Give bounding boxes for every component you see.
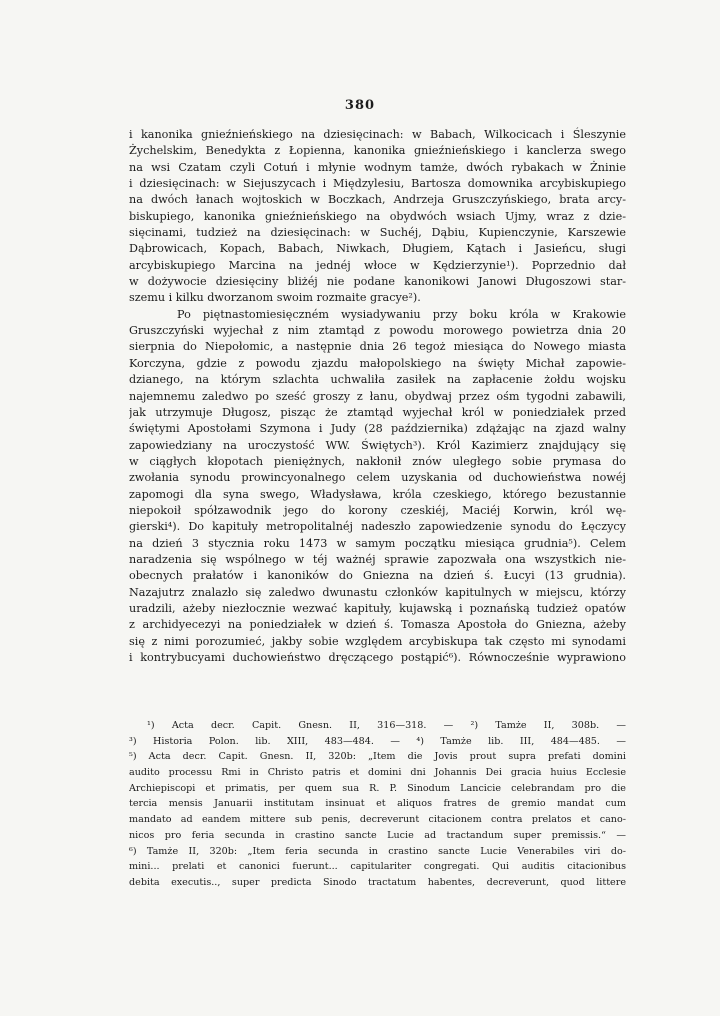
body-line: i kontrybucyami duchowieństwo dręczącego postąpić⁶). Równocześnie wyprawiono — [129, 651, 626, 664]
body-line: na dzień 3 stycznia roku 1473 w samym początku miesiąca grudnia⁵). Celem — [129, 536, 626, 550]
body-line: uradzili, ażeby niezłocznie wezwać kapituły, kujawską i poznańską tudzież opatów — [129, 601, 626, 615]
footnote-line: ³) Historia Polon. lib. XIII, 483—484. — ⁴) Tamże lib. III, 484—485. — — [129, 735, 626, 747]
body-line: arcybiskupiego Marcina na jednéj włoce w Kędzierzynie¹). Poprzednio dał — [129, 258, 626, 272]
body-line: gierski⁴). Do kapituły metropolitalnéj nadeszło zapowiedzenie synodu do Łęczycy — [129, 520, 626, 534]
footnote-line: ⁶) Tamże II, 320b: „Item feria secunda in crastino sancte Lucie Venerabiles viri do- — [129, 845, 626, 857]
footnote-line: mini... prelati et canonici fuerunt... capitulariter congregati. Qui auditis citacionibus — [129, 861, 626, 873]
body-line: sięcinami, tudzież na dziesięcinach: w Suchéj, Dąbiu, Kupienczynie, Karszewie — [129, 226, 626, 240]
body-line: szemu i kilku dworzanom swoim rozmaite gracye²). — [129, 291, 421, 305]
body-line: Dąbrowicach, Kopach, Babach, Niwkach, Długiem, Kątach i Jasieńcu, sługi — [129, 242, 626, 256]
body-line: Korczyna, gdzie z powodu zjazdu małopolskiego na święty Michał zapowie- — [129, 356, 626, 370]
footnotes — [129, 718, 626, 891]
body-line: w dożywocie dziesięciny bliżéj nie podane kanonikowi Janowi Długoszowi star- — [129, 275, 626, 289]
body-line: Nazajutrz znalazło się zaledwo dwunastu członków kapitulnych w miejscu, którzy — [129, 585, 626, 599]
body-line: zapowiedziany na uroczystość WW. Świętych³). Król Kazimierz znajdujący się — [129, 438, 626, 452]
footnote-line: audito processu Rmi in Christo patris et domini dni Johannis Dei gracia huius Ecclesie — [129, 767, 626, 779]
body-line: w ciągłych kłopotach pieniężnych, nakłonił znów uległego sobie prymasa do — [129, 454, 626, 468]
body-line: Gruszczyński wyjechał z nim ztamtąd z powodu morowego powietrza dnia 20 — [129, 324, 626, 338]
body-line: i kanonika gnieźnieńskiego na dziesięcinach: w Babach, Wilkocicach i Śleszynie — [129, 128, 626, 141]
footnote-line: debita executis.., super predicta Sinodo tractatum habentes, decreverunt, quod littere — [129, 876, 626, 888]
body-line: niepokoił spółzawodnik jego do korony czeskiéj, Maciéj Korwin, król wę- — [129, 503, 626, 517]
body-line: biskupiego, kanonika gnieźnieńskiego na obydwóch wsiach Ujmy, wraz z dzie- — [129, 209, 626, 223]
body-line: z archidyecezyi na poniedziałek w dzień ś. Tomasza Apostoła do Gniezna, ażeby — [129, 618, 626, 632]
footnote-line: ¹) Acta decr. Capit. Gnesn. II, 316—318. — ²) Tamże II, 308b. — — [147, 720, 626, 731]
body-line: Żychelskim, Benedykta z Łopienna, kanonika gnieźnieńskiego i kanclerza swego — [129, 144, 626, 158]
body-line: świętymi Apostołami Szymona i Judy (28 października) zdążając na zjazd walny — [129, 422, 626, 436]
page-number: 380 — [344, 98, 376, 113]
body-line: i dziesięcinach: w Siejuszycach i Międzylesiu, Bartosza domownika arcybiskupiego — [129, 177, 626, 191]
body-line: Po piętnastomiesięczném wysiadywaniu przy boku króla w Krakowie — [177, 307, 626, 321]
body-line: naradzenia się wspólnego w téj ważnéj sprawie zapozwała ona wszystkich nie- — [129, 552, 626, 566]
body-line: dzianego, na którym szlachta uchwaliła zasiłek na zapłacenie żołdu wojsku — [129, 373, 626, 387]
footnote-line: Archiepiscopi et primatis, per quem sua R. P. Sinodum Lancicie celebrandam pro die — [129, 782, 626, 794]
body-text — [129, 127, 626, 666]
body-line: obecnych prałatów i kanoników do Gniezna na dzień ś. Łucyi (13 grudnia). — [129, 569, 626, 583]
body-line: zapomogi dla syna swego, Władysława, króla czeskiego, którego bezustannie — [129, 487, 626, 501]
body-line: najemnemu zaledwo po sześć groszy z łanu, obydwaj przez ośm tygodni zabawili, — [129, 389, 626, 403]
body-line: na dwóch łanach wojtoskich w Boczkach, Andrzeja Gruszczyńskiego, brata arcy- — [129, 193, 626, 207]
body-line: zwołania synodu prowincyonalnego celem uzyskania od duchowieństwa nowéj — [129, 471, 626, 485]
body-line: sierpnia do Niepołomic, a następnie dnia 26 tegoż miesiąca do Nowego miasta — [129, 340, 626, 354]
body-line: na wsi Czatam czyli Cotuń i młynie wodnym tamże, dwóch rybakach w Żninie — [129, 160, 626, 174]
footnote-line: nicos pro feria secunda in crastino sancte Lucie ad tractandum super premissis.“ — — [129, 829, 626, 841]
body-line: jak utrzymuje Długosz, pisząc że ztamtąd wyjechał król w poniedziałek przed — [129, 405, 626, 419]
footnote-line: tercia mensis Januarii institutam insinuat et aliquos fratres de gremio mandat cum — [129, 798, 626, 810]
body-line: się z nimi porozumieć, jakby sobie względem arcybiskupa tak często mi synodami — [129, 634, 626, 648]
footnote-line: mandato ad eandem mittere sub penis, decreverunt citacionem contra prelatos et cano- — [129, 814, 626, 826]
footnote-line: ⁵) Acta decr. Capit. Gnesn. II, 320b: „Item die Jovis prout supra prefati domini — [129, 751, 626, 763]
